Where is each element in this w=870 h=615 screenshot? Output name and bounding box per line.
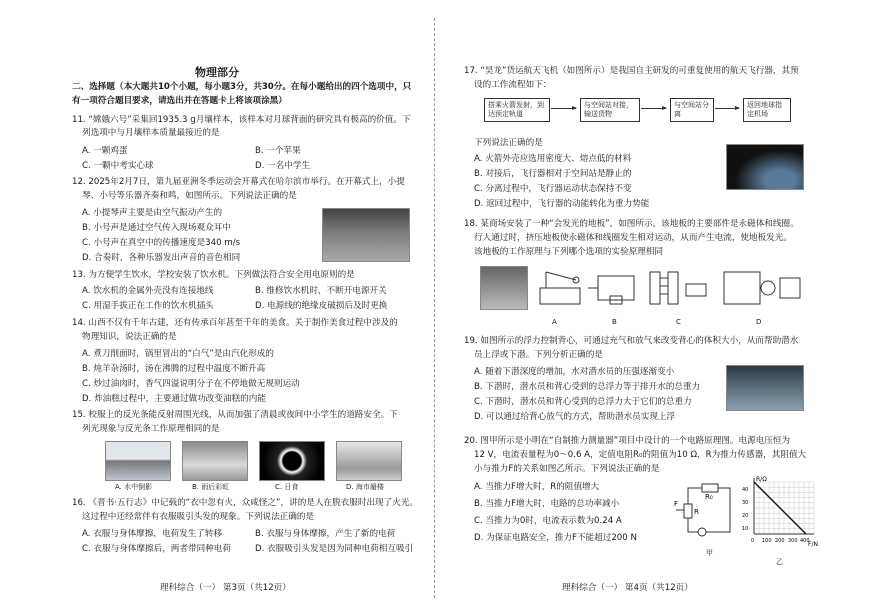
q13-option-c: C. 用湿手拔正在工作的饮水机插头 [82,301,214,311]
flow-step-3: 与空间站分离 [670,98,714,122]
q15-option-a: A. 水中倒影 [115,483,153,491]
q20-line-2: 12 V，电流表量程为0～0.6 A，定值电阻R₀的阻值为10 Ω，R为推力传感器，其阻值大 [474,450,807,460]
graph-y-label: R/Ω [756,476,767,483]
circuit-diagram [674,482,736,544]
q16-line-1: 16. 《晋书·五行志》中记载的“衣中忽有火，众咸怪之”，讲的是人在脱衣服时出现了火光。 [72,498,419,508]
graph-ytick-30: 30 [742,500,749,506]
diver-photo [726,365,804,411]
q19-line-1: 19. 如图所示的浮力控制背心，可通过充气和放气来改变背心的体积大小，从而帮助潜水 [464,336,799,346]
q14-line-2: 物理知识，说法正确的是 [82,332,177,342]
graph-xtick-100: 100 [762,538,772,544]
q18-label-b: B [612,318,617,326]
section-header-line-1: 二、选择题（本大题共10个小题，每小题3分，共30分。在每小题给出的四个选项中，只 [72,82,412,92]
graph-xtick-0: 0 [751,538,755,544]
q19-line-2: 员上浮或下潜。下列分析正确的是 [474,350,603,360]
q16-option-c: C. 衣服与身体摩擦后，两者带同种电荷 [82,544,231,554]
graph-ytick-20: 20 [742,513,749,519]
q16-option-b: B. 衣服与身体摩擦，产生了新的电荷 [255,529,396,539]
left-footer: 理科综合（一） 第3页（共12页） [160,583,291,593]
experiment-b-diagram [588,276,634,304]
q19-option-c: C. 下潜时，潜水员和背心受到的总浮力大于它们的总重力 [474,397,692,407]
q13-option-d: D. 电源线的绝缘皮破损后及时更换 [255,301,388,311]
q15-line-1: 15. 校服上的反光条能反射周围光线，从而加强了清晨或夜间中小学生的道路安全。下 [72,410,398,420]
right-footer: 理科综合（一） 第4页（共12页） [562,583,693,593]
q18-experiment-diagrams [536,266,808,316]
flow-arrow-3 [715,108,739,109]
q17-prompt: 下列说法正确的是 [474,138,543,148]
q11-line-1: 11. “嫦娥六号”采集回1935.3 g月壤样本，该样本对月球背面的研究具有极高的价值。下 [72,115,411,125]
q20-line-3: 小与推力F的关系如图乙所示。下列说法正确的是 [474,464,660,474]
q14-option-a: A. 煮刀削面时，锅里冒出的“白气”是由汽化形成的 [82,349,274,359]
q12-option-b: B. 小号声是通过空气传入现场观众耳中 [82,223,231,233]
q14-line-1: 14. 山西不仅有千年古建，还有传承百年甚至千年的美食。关于制作美食过程中涉及的 [72,318,398,328]
graph-ytick-10: 10 [742,526,749,532]
q12-option-a: A. 小提琴声主要是由空气振动产生的 [82,208,223,218]
spaceplane-photo [726,144,804,190]
q18-line-3: 该地板的工作原理与下列哪个选项的实验原理相同 [474,247,664,257]
q20-option-b: B. 当推力F增大时，电路的总功率减小 [474,499,620,509]
circuit-label-r: R [694,508,699,516]
q17-option-a: A. 火箭外壳应选用密度大、熔点低的材料 [474,154,632,164]
graph-ytick-40: 40 [742,487,749,493]
eclipse-photo [259,441,325,481]
q17-line-2: 设的工作流程如下： [474,80,552,90]
q19-option-d: D. 可以通过给背心放气的方式，帮助潜水员实现上浮 [474,412,676,422]
q12-option-c: C. 小号声在真空中的传播速度是340 m/s [82,238,241,248]
reflection-photo [105,441,171,481]
q13-line-1: 13. 为方便学生饮水，学校安装了饮水机。下列做法符合安全用电原则的是 [72,270,355,280]
q15-option-c: C. 日食 [275,483,299,491]
q11-option-b: B. 一个苹果 [255,146,301,156]
q12-line-2: 琴、小号等乐器齐奏和鸣，如图所示。下列说法正确的是 [82,191,297,201]
experiment-d-diagram [724,272,800,304]
q17-option-d: D. 返回过程中，飞行器的动能转化为重力势能 [474,199,650,209]
fig-jia-label: 甲 [706,549,713,557]
q14-option-d: D. 炸油糕过程中，主要通过做功改变油糕的内能 [82,394,266,404]
circuit-label-r0: R₀ [705,493,713,501]
q18-line-1: 18. 某商场安装了一种“会发光的地板”，如图所示，该地板的主要部件是永磁体和线圈。 [464,219,799,229]
q12-option-d: D. 合奏时，各种乐器发出声音的音色相同 [82,253,241,263]
fig-yi-label: 乙 [776,558,783,566]
q14-option-c: C. 炒过油肉时，香气四溢说明分子在不停地做无规则运动 [82,379,300,389]
graph-xtick-200: 200 [775,538,785,544]
q18-label-a: A [552,318,557,326]
q16-option-d: D. 衣服吸引头发是因为同种电荷相互吸引 [255,544,414,554]
q18-label-c: C [676,318,681,326]
floor-photo [480,266,528,310]
section-title: 物理部分 [195,66,239,79]
flow-arrow-2 [641,108,666,109]
q15-option-d: D. 海市蜃楼 [346,483,384,491]
q18-line-2: 行人通过时，挤压地板使永磁体和线圈发生相对运动，从而产生电流，使地板发光。 [474,233,792,243]
rainbow-photo [182,441,248,481]
graph-x-label: F/N [808,541,818,548]
left-page [0,0,434,615]
q11-option-d: D. 一名中学生 [255,161,311,171]
graph-xtick-300: 300 [788,538,798,544]
page-divider [434,18,435,598]
q20-option-c: C. 当推力为0时，电流表示数为0.24 A [474,516,622,526]
flow-arrow-1 [551,108,576,109]
q15-option-b: B. 雨后彩虹 [192,483,230,491]
q15-line-2: 列光现象与反光条工作原理相同的是 [82,424,220,434]
q12-line-1: 12. 2025年2月7日，第九届亚洲冬季运动会开幕式在哈尔滨市举行。在开幕式上，小提 [72,177,405,187]
mirage-photo [336,441,402,481]
q19-option-b: B. 下潜时，潜水员和背心受到的总浮力等于排开水的总重力 [474,382,701,392]
q11-line-2: 列选项中与月壤样本质量最接近的是 [82,128,220,138]
orchestra-photo [322,208,410,262]
q11-option-a: A. 一颗鸡蛋 [82,146,128,156]
q16-option-a: A. 衣服与身体摩擦，电荷发生了转移 [82,529,223,539]
q17-option-c: C. 分离过程中，飞行器运动状态保持不变 [474,184,632,194]
q20-option-d: D. 为保证电路安全，推力F不能超过200 N [474,533,637,543]
resistance-force-graph [740,474,820,556]
experiment-c-diagram [650,272,706,304]
q20-line-1: 20. 图甲所示是小明在“自制推力测量器”项目中设计的一个电路原理图。电源电压恒为 [464,436,791,446]
q19-option-a: A. 随着下潜深度的增加，水对潜水员的压强逐渐变小 [474,367,675,377]
q14-option-b: B. 炖羊杂汤时，汤在沸腾的过程中温度不断升高 [82,364,266,374]
graph-xtick-400: 400 [800,538,810,544]
q16-line-2: 这过程中还经常伴有衣服吸引头发的现象。下列说法正确的是 [82,512,315,522]
right-page [436,0,870,615]
q18-label-d: D [756,318,762,326]
q20-option-a: A. 当推力F增大时，R的阻值增大 [474,482,600,492]
section-header-line-2: 有一项符合题目要求，请选出并在答题卡上将该项涂黑） [72,96,287,106]
q11-option-c: C. 一颗中考实心球 [82,161,154,171]
flow-step-4: 返回地球指定机场 [743,98,791,122]
q13-option-a: A. 饮水机的金属外壳没有连接地线 [82,286,214,296]
circuit-label-f: F [674,500,679,508]
q17-line-1: 17. “昊龙”货运航天飞机（如图所示）是我国自主研发的可重复使用的航天飞行器，其预 [464,66,799,76]
experiment-a-diagram [540,272,580,304]
graph-grid [754,482,814,534]
q17-option-b: B. 对接后，飞行器相对于空间站是静止的 [474,169,632,179]
flow-step-1: 搭乘火箭发射，到达预定轨道 [484,98,550,122]
q13-option-b: B. 维修饮水机时，不断开电源开关 [255,286,387,296]
flow-step-2: 与空间站对接，输送货物 [580,98,640,122]
